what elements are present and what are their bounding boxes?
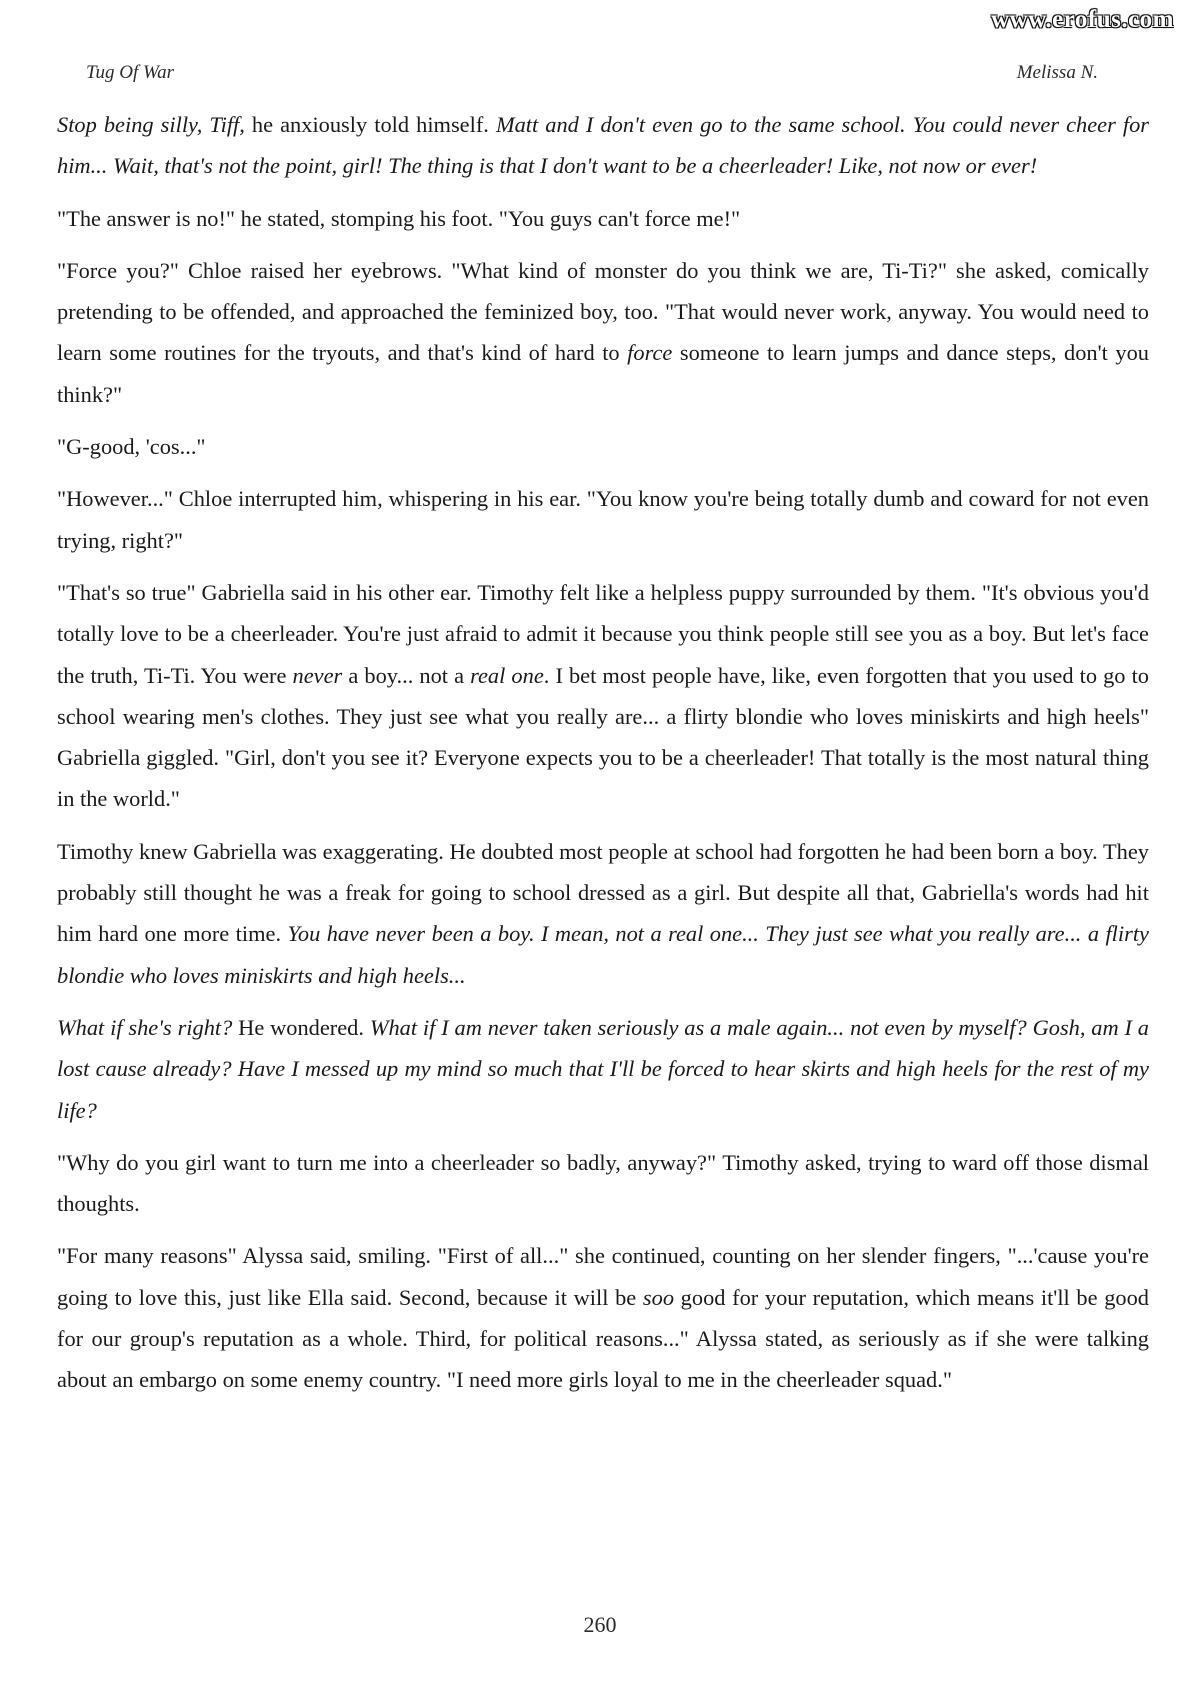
italic-text-run: real one	[470, 662, 544, 688]
italic-text-run: never	[292, 662, 343, 688]
paragraph	[57, 198, 1149, 239]
page-number: 260	[583, 1612, 617, 1637]
italic-text-run: soo	[642, 1284, 675, 1310]
text-run: "G-good, 'cos..."	[57, 434, 206, 460]
paragraph	[57, 104, 1149, 187]
text-run: "That's so true" Gabriella said in his other ear. Timothy felt like a helpless puppy surrounded by them. "It's obvious you'd totally love to be a cheerleader. You're just afraid to admit it because you think people still see you as a boy. But let's face the truth, Ti-Ti. You were	[57, 579, 1149, 688]
paragraph	[57, 250, 1149, 415]
text-run: "For many reasons" Alyssa said, smiling. "First of all..." she continued, counting on her slender fingers, "...'cause you're going to love this, just like Ella said. Second, because it will be	[57, 1243, 1149, 1310]
paragraph	[57, 478, 1149, 561]
text-run: "The answer is no!" he stated, stomping his foot. "You guys can't force me!"	[57, 205, 741, 231]
running-header-author: Melissa N.	[1016, 62, 1098, 83]
text-run: he anxiously told himself.	[244, 112, 496, 137]
text-run: a boy... not a	[342, 662, 471, 688]
paragraph	[57, 572, 1149, 820]
text-run: good for your reputation, which means it'll be good for our group's reputation as a whole. Third, for political reasons..." Alyssa stated, as seriously as if she were talking about an embargo on some enemy country. "I need more girls loyal to me in the cheerleader squad."	[57, 1284, 1150, 1393]
text-run: . I bet most people have, like, even forgotten that you used to go to school wearing men's clothes. They just see what you really are... a flirty blondie who loves miniskirts and high heels" Gabriella giggled. "Girl, don't you see it? Everyone expects you to be a cheerleader! That totally is the most natural thing in the world."	[57, 662, 1149, 812]
text-run: "However..." Chloe interrupted him, whispering in his ear. "You know you're being totally dumb and coward for not even trying, right?"	[57, 486, 1149, 553]
italic-text-run: What if I am never taken seriously as a male again... not even by myself? Gosh, am I a lost cause already? Have I messed up my mind so much that I'll be forced to hear skirts and high heels for the rest of my life?	[57, 1014, 1149, 1123]
text-run: He wondered.	[232, 1014, 370, 1040]
italic-text-run: You have never been a boy. I mean, not a real one... They just see what you really are... a flirty blondie who loves miniskirts and high heels...	[57, 921, 1149, 988]
text-run: "Force you?" Chloe raised her eyebrows. "What kind of monster do you think we are, Ti-Ti?" she asked, comically pretending to be offended, and approached the feminized boy, too. "That would never work, anyway. You would need to learn some routines for the tryouts, and that's kind of hard to	[57, 257, 1149, 366]
italic-text-run: Stop being silly, Tiff,	[57, 112, 245, 137]
italic-text-run: force	[627, 340, 673, 366]
paragraph	[57, 426, 1149, 467]
text-run: "Why do you girl want to turn me into a cheerleader so badly, anyway?" Timothy asked, trying to ward off those dismal thoughts.	[57, 1149, 1149, 1217]
body-text	[57, 104, 1149, 1412]
paragraph	[57, 1007, 1149, 1131]
paragraph	[57, 1235, 1149, 1400]
italic-text-run: Matt and I don't even go to the same school. You could never cheer for him... Wait, that's not the point, girl! The thing is that I don't want to be a cheerleader! Like, not now or ever!	[57, 112, 1149, 179]
text-run: Timothy knew Gabriella was exaggerating. He doubted most people at school had forgotten he had been born a boy. They probably still thought he was a freak for going to school dressed as a girl. But despite all that, Gabriella's words had hit him hard one more time.	[57, 838, 1149, 947]
paragraph	[57, 831, 1149, 996]
italic-text-run: What if she's right?	[57, 1014, 233, 1040]
paragraph	[57, 1142, 1149, 1225]
running-header-title: Tug Of War	[86, 62, 174, 83]
site-watermark: www.erofus.com	[991, 6, 1174, 33]
text-run: someone to learn jumps and dance steps, don't you think?"	[57, 340, 1150, 407]
